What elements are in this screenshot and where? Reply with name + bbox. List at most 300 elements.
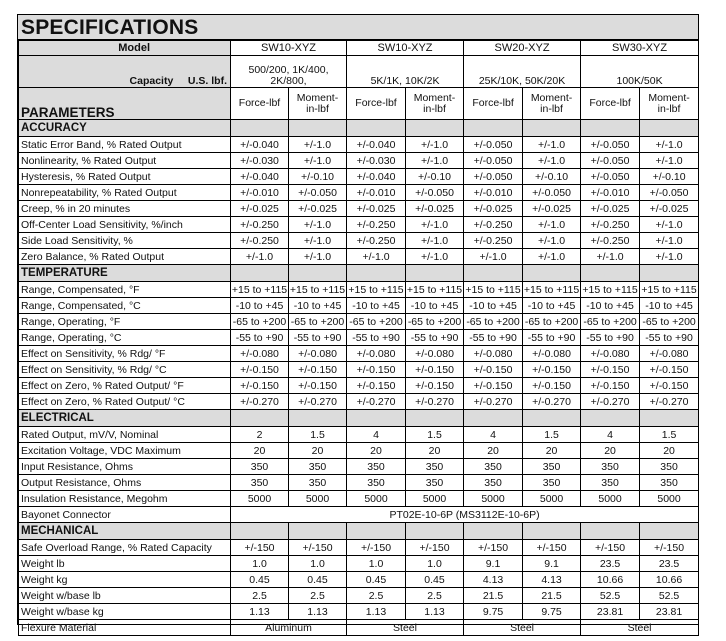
spec-value: 350 <box>406 459 464 475</box>
spec-value: +/-0.250 <box>347 233 406 249</box>
spec-value: +/-0.030 <box>347 153 406 169</box>
spec-value: +/-1.0 <box>640 249 699 265</box>
spec-value: +/-0.080 <box>406 346 464 362</box>
spec-value: 20 <box>464 443 523 459</box>
spec-value: +15 to +115 <box>348 283 404 296</box>
spec-value: 4 <box>347 427 406 443</box>
spec-value: +/-1.0 <box>523 217 581 233</box>
parameter-name: Excitation Voltage, VDC Maximum <box>19 443 231 459</box>
model-name: SW30-XYZ <box>581 41 699 56</box>
spec-value: 1.13 <box>289 604 347 620</box>
spec-value: -55 to +90 <box>289 330 347 346</box>
spec-value: -10 to +45 <box>289 298 347 314</box>
spec-value: +/-0.080 <box>289 346 347 362</box>
spec-value: 1.5 <box>406 427 464 443</box>
spec-value: +/-150 <box>347 540 406 556</box>
flexure-material: Steel <box>347 620 464 636</box>
section-header-cell <box>523 410 581 427</box>
spec-value: 350 <box>231 459 289 475</box>
spec-value: -55 to +90 <box>406 330 464 346</box>
section-title: ACCURACY <box>19 120 231 137</box>
spec-value: +/-1.0 <box>640 233 699 249</box>
spec-value: +/-0.150 <box>406 362 464 378</box>
parameter-name: Input Resistance, Ohms <box>19 459 231 475</box>
section-title: TEMPERATURE <box>19 265 231 282</box>
parameter-name: Range, Operating, °C <box>19 330 231 346</box>
table-row <box>19 153 699 169</box>
column-header: Moment- in-lbf <box>523 88 581 120</box>
spec-value: 20 <box>231 443 289 459</box>
section-header-cell <box>464 523 523 540</box>
spec-value: 1.5 <box>289 427 347 443</box>
parameter-name: Weight w/base kg <box>19 604 231 620</box>
spec-value: +/-0.270 <box>464 394 523 410</box>
spec-value: +/-1.0 <box>231 249 289 265</box>
spec-value: 350 <box>523 475 581 491</box>
table-row <box>19 443 699 459</box>
section-header-cell <box>406 410 464 427</box>
spec-value: 1.0 <box>289 556 347 572</box>
section-header-cell <box>523 523 581 540</box>
spec-value: +15 to +115 <box>582 283 638 296</box>
table-row <box>19 588 699 604</box>
spec-value: 9.1 <box>464 556 523 572</box>
spec-value: +/-0.270 <box>640 394 699 410</box>
table-row <box>19 249 699 265</box>
parameter-name: Range, Operating, °F <box>19 314 231 330</box>
spec-value: -55 to +90 <box>464 330 523 346</box>
column-header: Moment- in-lbf <box>289 88 347 120</box>
spec-value: +/-0.050 <box>464 153 523 169</box>
spec-table <box>18 40 699 636</box>
table-row <box>19 217 699 233</box>
spec-value: 1.13 <box>406 604 464 620</box>
spec-value: +/-0.250 <box>464 233 523 249</box>
spec-value: 1.0 <box>231 556 289 572</box>
spec-value: +/-1.0 <box>523 249 581 265</box>
spec-value: +/-0.150 <box>581 362 640 378</box>
table-row <box>19 604 699 620</box>
spec-value: +/-0.025 <box>640 201 699 217</box>
section-header-cell <box>581 523 640 540</box>
spec-value: +/-0.150 <box>581 378 640 394</box>
spec-value: +/-0.025 <box>581 201 640 217</box>
spec-value: +/-1.0 <box>640 217 699 233</box>
spec-value: 4 <box>581 427 640 443</box>
parameter-name: Off-Center Load Sensitivity, %/inch <box>19 217 231 233</box>
spec-value: +/-0.10 <box>289 169 347 185</box>
spec-value: +/-1.0 <box>581 249 640 265</box>
table-row <box>19 394 699 410</box>
spec-value: +/-0.270 <box>581 394 640 410</box>
spec-value: +/-150 <box>523 540 581 556</box>
spec-value: +/-0.050 <box>640 185 699 201</box>
parameter-name: Effect on Sensitivity, % Rdg/ °C <box>19 362 231 378</box>
spec-value: 5000 <box>347 491 406 507</box>
spec-value: +/-1.0 <box>640 153 699 169</box>
spec-value: 23.81 <box>640 604 699 620</box>
spec-value: +/-1.0 <box>406 153 464 169</box>
spec-value: +/-0.250 <box>347 217 406 233</box>
parameters-header: PARAMETERS <box>19 88 231 120</box>
spec-value: +/-0.270 <box>523 394 581 410</box>
spec-value: +/-1.0 <box>406 137 464 153</box>
spec-value: +/-0.080 <box>581 346 640 362</box>
section-header-cell <box>464 265 523 282</box>
spec-value: +/-150 <box>464 540 523 556</box>
spec-value: +/-1.0 <box>289 153 347 169</box>
spec-value: 2.5 <box>289 588 347 604</box>
section-header-cell <box>406 120 464 137</box>
parameter-name: Effect on Zero, % Rated Output/ °C <box>19 394 231 410</box>
parameter-name: Rated Output, mV/V, Nominal <box>19 427 231 443</box>
spec-value: +/-0.150 <box>464 378 523 394</box>
section-header-cell <box>289 410 347 427</box>
section-header-cell <box>640 265 699 282</box>
spec-value: +/-0.270 <box>406 394 464 410</box>
section-header-cell <box>581 120 640 137</box>
section-header-cell <box>289 120 347 137</box>
parameter-name: Static Error Band, % Rated Output <box>19 137 231 153</box>
section-header-cell <box>231 265 289 282</box>
spec-value: 52.5 <box>640 588 699 604</box>
spec-value: -10 to +45 <box>581 298 640 314</box>
section-header-row <box>19 265 699 282</box>
spec-value: 350 <box>347 459 406 475</box>
spec-value: -55 to +90 <box>581 330 640 346</box>
table-row <box>19 620 699 636</box>
spec-value: +/-0.025 <box>231 201 289 217</box>
column-header: Force-lbf <box>581 88 640 120</box>
spec-value: +/-0.025 <box>347 201 406 217</box>
spec-value: 5000 <box>464 491 523 507</box>
model-capacity: 100K/50K <box>581 56 699 88</box>
spec-value: 1.13 <box>347 604 406 620</box>
spec-value: +/-0.025 <box>406 201 464 217</box>
spec-value: -55 to +90 <box>347 330 406 346</box>
spec-value: 350 <box>231 475 289 491</box>
spec-value: 21.5 <box>523 588 581 604</box>
section-header-cell <box>640 523 699 540</box>
spec-value: -65 to +200 <box>464 314 523 330</box>
section-header-row <box>19 523 699 540</box>
spec-value: +/-0.050 <box>406 185 464 201</box>
column-header: Force-lbf <box>464 88 523 120</box>
section-title: MECHANICAL <box>19 523 231 540</box>
spec-value: +/-1.0 <box>406 249 464 265</box>
spec-value: 4.13 <box>464 572 523 588</box>
parameter-name: Effect on Zero, % Rated Output/ °F <box>19 378 231 394</box>
table-row <box>19 201 699 217</box>
section-header-cell <box>464 120 523 137</box>
spec-value: +/-1.0 <box>464 249 523 265</box>
spec-value: -65 to +200 <box>640 314 699 330</box>
spec-value: +/-150 <box>289 540 347 556</box>
spec-value: +/-0.040 <box>231 137 289 153</box>
spec-value: 5000 <box>640 491 699 507</box>
page-title: SPECIFICATIONS <box>18 15 698 40</box>
spec-value: +/-0.150 <box>231 362 289 378</box>
spec-value: +/-0.250 <box>231 217 289 233</box>
spec-value: +/-1.0 <box>640 137 699 153</box>
spec-value: +15 to +115 <box>231 283 288 296</box>
spec-value: +/-0.250 <box>231 233 289 249</box>
spec-value: +/-0.150 <box>347 378 406 394</box>
spec-value: 0.45 <box>347 572 406 588</box>
spec-value: +/-150 <box>581 540 640 556</box>
parameter-name: Flexure Material <box>19 620 231 636</box>
spec-value: +/-0.080 <box>347 346 406 362</box>
model-capacity: 500/200, 1K/400, 2K/800, <box>231 56 347 88</box>
spec-value: -65 to +200 <box>406 314 464 330</box>
spec-value: +/-0.150 <box>523 378 581 394</box>
section-header-row <box>19 120 699 137</box>
section-header-cell <box>347 410 406 427</box>
table-row <box>19 475 699 491</box>
spec-value: 20 <box>406 443 464 459</box>
spec-value: +/-0.050 <box>581 137 640 153</box>
spec-value: 350 <box>347 475 406 491</box>
section-header-cell <box>231 120 289 137</box>
spec-value: -65 to +200 <box>231 314 289 330</box>
parameter-name: Weight kg <box>19 572 231 588</box>
spec-value: +/-1.0 <box>347 249 406 265</box>
table-row <box>19 507 699 523</box>
parameter-name: Output Resistance, Ohms <box>19 475 231 491</box>
spec-value: +15 to +115 <box>289 283 346 296</box>
model-capacity: 5K/1K, 10K/2K <box>347 56 464 88</box>
spec-value: +15 to +115 <box>641 283 697 296</box>
spec-value: +/-0.150 <box>640 362 699 378</box>
connector-value: PT02E-10-6P (MS3112E-10-6P) <box>231 507 699 523</box>
spec-value: +/-1.0 <box>523 233 581 249</box>
flexure-material: Steel <box>581 620 699 636</box>
table-row <box>19 298 699 314</box>
spec-value: +/-0.150 <box>464 362 523 378</box>
spec-value: +/-0.050 <box>523 185 581 201</box>
column-header-row <box>19 88 699 120</box>
spec-value: 23.5 <box>581 556 640 572</box>
table-row <box>19 346 699 362</box>
column-header: Force-lbf <box>347 88 406 120</box>
table-row <box>19 459 699 475</box>
table-row <box>19 314 699 330</box>
spec-value: +/-1.0 <box>289 137 347 153</box>
spec-value: +/-0.030 <box>231 153 289 169</box>
model-capacity: 25K/10K, 50K/20K <box>464 56 581 88</box>
spec-value: +/-0.150 <box>523 362 581 378</box>
spec-value: 350 <box>406 475 464 491</box>
spec-value: 9.75 <box>464 604 523 620</box>
spec-value: 2.5 <box>231 588 289 604</box>
spec-value: -10 to +45 <box>640 298 699 314</box>
section-header-cell <box>523 120 581 137</box>
table-row <box>19 330 699 346</box>
spec-value: 1.0 <box>347 556 406 572</box>
table-row <box>19 362 699 378</box>
spec-value: 23.5 <box>640 556 699 572</box>
table-row <box>19 137 699 153</box>
parameter-name: Safe Overload Range, % Rated Capacity <box>19 540 231 556</box>
spec-value: +15 to +115 <box>406 283 463 296</box>
spec-value: -65 to +200 <box>289 314 347 330</box>
parameter-name: Effect on Sensitivity, % Rdg/ °F <box>19 346 231 362</box>
section-header-cell <box>289 265 347 282</box>
spec-value: -65 to +200 <box>347 314 406 330</box>
spec-value: -55 to +90 <box>640 330 699 346</box>
spec-value: +/-1.0 <box>523 137 581 153</box>
spec-value: +/-0.050 <box>464 169 523 185</box>
spec-value: -55 to +90 <box>231 330 289 346</box>
spec-value: +/-0.270 <box>231 394 289 410</box>
model-name: SW10-XYZ <box>347 41 464 56</box>
spec-value: 1.5 <box>640 427 699 443</box>
spec-value: 4.13 <box>523 572 581 588</box>
column-header: Force-lbf <box>231 88 289 120</box>
parameter-name: Weight w/base lb <box>19 588 231 604</box>
spec-value: +/-0.050 <box>464 137 523 153</box>
spec-value: 5000 <box>406 491 464 507</box>
parameter-name: Side Load Sensitivity, % <box>19 233 231 249</box>
parameter-name: Bayonet Connector <box>19 507 231 523</box>
parameter-name: Range, Compensated, °C <box>19 298 231 314</box>
spec-value: 20 <box>289 443 347 459</box>
spec-value: +/-0.010 <box>347 185 406 201</box>
spec-value: +/-0.010 <box>231 185 289 201</box>
spec-value: +/-0.050 <box>581 169 640 185</box>
parameter-name: Zero Balance, % Rated Output <box>19 249 231 265</box>
spec-value: 350 <box>523 459 581 475</box>
spec-value: 350 <box>581 475 640 491</box>
spec-value: 350 <box>640 475 699 491</box>
table-row <box>19 282 699 298</box>
spec-value: -65 to +200 <box>581 314 640 330</box>
parameter-name: Creep, % in 20 minutes <box>19 201 231 217</box>
spec-value: 1.0 <box>406 556 464 572</box>
section-header-cell <box>347 120 406 137</box>
spec-value: +/-0.150 <box>289 362 347 378</box>
spec-value: +/-150 <box>640 540 699 556</box>
spec-value: +/-0.040 <box>347 169 406 185</box>
spec-value: +/-0.250 <box>581 233 640 249</box>
spec-value: -55 to +90 <box>523 330 581 346</box>
spec-value: 2 <box>231 427 289 443</box>
spec-value: 9.1 <box>523 556 581 572</box>
spec-value: +/-0.080 <box>523 346 581 362</box>
spec-value: +/-0.050 <box>581 153 640 169</box>
section-header-row <box>19 410 699 427</box>
spec-value: 350 <box>640 459 699 475</box>
section-header-cell <box>581 410 640 427</box>
spec-value: +/-0.150 <box>231 378 289 394</box>
spec-value: +15 to +115 <box>465 283 521 296</box>
section-header-cell <box>523 265 581 282</box>
spec-value: +/-150 <box>406 540 464 556</box>
spec-value: 5000 <box>523 491 581 507</box>
column-header: Moment- in-lbf <box>406 88 464 120</box>
spec-value: +/-0.250 <box>581 217 640 233</box>
section-header-cell <box>581 265 640 282</box>
specifications-sheet <box>17 14 699 634</box>
spec-value: +/-0.080 <box>640 346 699 362</box>
model-label: Model <box>19 41 231 56</box>
spec-value: 350 <box>464 459 523 475</box>
spec-value: +/-0.10 <box>640 169 699 185</box>
spec-value: 0.45 <box>231 572 289 588</box>
spec-value: 23.81 <box>581 604 640 620</box>
table-row <box>19 185 699 201</box>
parameter-name: Insulation Resistance, Megohm <box>19 491 231 507</box>
model-name: SW10-XYZ <box>231 41 347 56</box>
model-row <box>19 41 699 56</box>
section-header-cell <box>640 410 699 427</box>
capacity-row <box>19 56 699 88</box>
spec-value: 5000 <box>289 491 347 507</box>
spec-value: +/-0.150 <box>289 378 347 394</box>
section-header-cell <box>406 523 464 540</box>
spec-value: +/-0.010 <box>464 185 523 201</box>
spec-value: +/-0.025 <box>289 201 347 217</box>
spec-value: -10 to +45 <box>464 298 523 314</box>
spec-value: -10 to +45 <box>406 298 464 314</box>
parameter-name: Range, Compensated, °F <box>19 282 231 298</box>
spec-value: 4 <box>464 427 523 443</box>
table-row <box>19 556 699 572</box>
spec-value: 350 <box>289 475 347 491</box>
table-row <box>19 572 699 588</box>
spec-value: 1.5 <box>523 427 581 443</box>
spec-value: 20 <box>523 443 581 459</box>
table-row <box>19 491 699 507</box>
spec-value: 9.75 <box>523 604 581 620</box>
spec-value: +/-0.080 <box>231 346 289 362</box>
spec-value: +/-1.0 <box>289 249 347 265</box>
section-header-cell <box>231 523 289 540</box>
capacity-label: Capacity U.S. lbf. <box>19 56 231 88</box>
parameter-name: Weight lb <box>19 556 231 572</box>
spec-value: +/-0.150 <box>640 378 699 394</box>
spec-value: 5000 <box>581 491 640 507</box>
table-row <box>19 233 699 249</box>
column-header: Moment- in-lbf <box>640 88 699 120</box>
spec-value: +/-0.010 <box>581 185 640 201</box>
spec-value: -10 to +45 <box>231 298 289 314</box>
spec-value: +/-150 <box>231 540 289 556</box>
section-title: ELECTRICAL <box>19 410 231 427</box>
table-row <box>19 427 699 443</box>
spec-value: 1.13 <box>231 604 289 620</box>
spec-value: +/-0.040 <box>347 137 406 153</box>
spec-value: +/-1.0 <box>289 233 347 249</box>
section-header-cell <box>347 265 406 282</box>
flexure-material: Aluminum <box>231 620 347 636</box>
spec-table-body <box>19 41 699 636</box>
spec-value: 2.5 <box>347 588 406 604</box>
spec-value: +/-0.040 <box>231 169 289 185</box>
table-row <box>19 169 699 185</box>
spec-value: 2.5 <box>406 588 464 604</box>
parameter-name: Hysteresis, % Rated Output <box>19 169 231 185</box>
spec-value: 20 <box>640 443 699 459</box>
spec-value: 350 <box>464 475 523 491</box>
spec-value: +/-0.270 <box>347 394 406 410</box>
spec-value: +/-0.150 <box>347 362 406 378</box>
spec-value: 0.45 <box>289 572 347 588</box>
spec-value: 20 <box>581 443 640 459</box>
spec-value: +/-0.080 <box>464 346 523 362</box>
spec-value: +/-0.050 <box>289 185 347 201</box>
spec-value: +/-0.150 <box>406 378 464 394</box>
